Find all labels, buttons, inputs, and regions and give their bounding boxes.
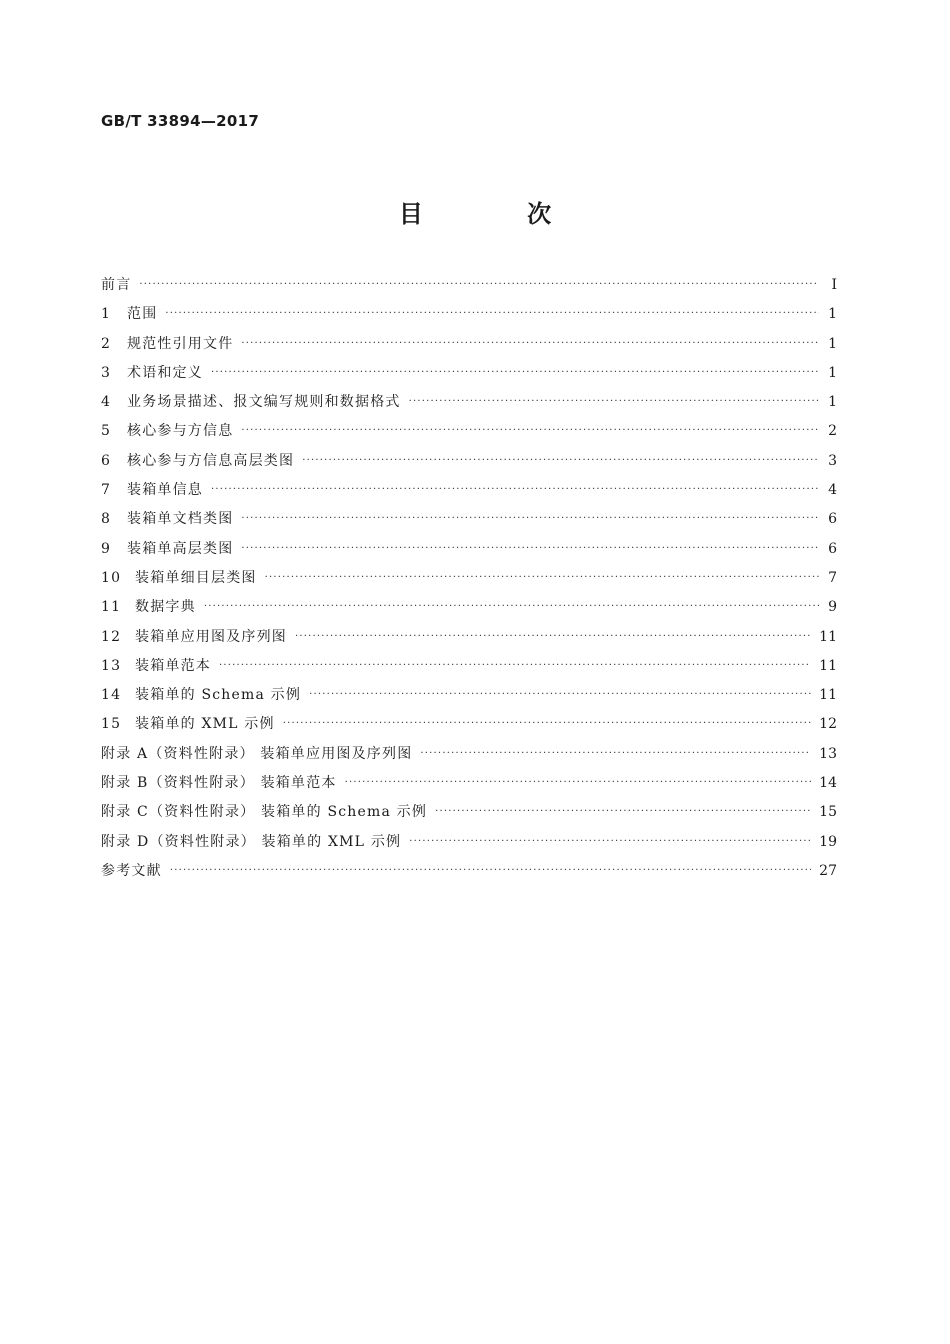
toc-number: 15 bbox=[101, 716, 122, 733]
toc-label: 核心参与方信息高层类图 bbox=[127, 452, 295, 469]
toc-page: 6 bbox=[828, 511, 837, 528]
toc-entry-8[interactable] bbox=[101, 508, 837, 537]
toc-label: 附录 D（资料性附录） 装箱单的 XML 示例 bbox=[101, 833, 402, 850]
toc-entry-6[interactable] bbox=[101, 450, 837, 479]
toc-page: 13 bbox=[819, 745, 837, 762]
toc-number: 13 bbox=[101, 657, 122, 674]
toc-page: 15 bbox=[819, 804, 837, 821]
toc-page: 9 bbox=[828, 599, 837, 616]
toc-page: 19 bbox=[819, 833, 837, 850]
toc-number: 1 bbox=[101, 306, 112, 323]
toc-label: 数据字典 bbox=[135, 599, 196, 616]
toc-page: 27 bbox=[819, 862, 837, 879]
toc-label: 附录 A（资料性附录） 装箱单应用图及序列图 bbox=[101, 745, 413, 762]
toc-label: 核心参与方信息 bbox=[127, 423, 234, 440]
standard-code: GB/T 33894—2017 bbox=[101, 112, 260, 130]
toc-page: 1 bbox=[828, 335, 837, 352]
toc-page: 1 bbox=[828, 394, 837, 411]
toc-number: 12 bbox=[101, 628, 122, 645]
toc-leader bbox=[283, 718, 811, 729]
toc-number: 11 bbox=[101, 599, 122, 616]
toc-label: 装箱单高层类图 bbox=[127, 540, 234, 557]
toc-number: 5 bbox=[101, 423, 112, 440]
toc-label: 装箱单细目层类图 bbox=[135, 569, 257, 586]
toc-entry-14[interactable] bbox=[101, 684, 837, 713]
toc-leader bbox=[295, 631, 811, 642]
toc-leader bbox=[219, 660, 811, 671]
toc-entry-12[interactable] bbox=[101, 626, 837, 655]
toc-entry-2[interactable] bbox=[101, 333, 837, 362]
toc-entry-5[interactable] bbox=[101, 420, 837, 449]
toc-page: 1 bbox=[828, 364, 837, 381]
toc-entry-preface[interactable] bbox=[101, 274, 837, 303]
toc-page: 4 bbox=[828, 482, 837, 499]
page-title: 目 次 bbox=[398, 200, 600, 228]
toc-label: 附录 B（资料性附录） 装箱单范本 bbox=[101, 775, 337, 792]
toc-leader bbox=[241, 425, 819, 436]
toc-label: 装箱单范本 bbox=[135, 657, 211, 674]
toc-leader bbox=[165, 308, 819, 319]
document-header bbox=[101, 112, 259, 130]
toc-entry-7[interactable] bbox=[101, 479, 837, 508]
toc-entry-appendix-d[interactable] bbox=[101, 831, 837, 860]
toc-entry-15[interactable] bbox=[101, 713, 837, 742]
toc-number: 8 bbox=[101, 511, 112, 528]
toc-entry-11[interactable] bbox=[101, 596, 837, 625]
toc-entry-1[interactable] bbox=[101, 303, 837, 332]
toc-page: 11 bbox=[819, 657, 837, 674]
toc-page: 3 bbox=[828, 452, 837, 469]
toc-entry-9[interactable] bbox=[101, 538, 837, 567]
toc-leader bbox=[241, 513, 819, 524]
toc-entry-appendix-a[interactable] bbox=[101, 743, 837, 772]
toc-leader bbox=[409, 396, 819, 407]
toc-label: 术语和定义 bbox=[127, 364, 203, 381]
toc-label: 前言 bbox=[101, 277, 132, 293]
toc-label: 规范性引用文件 bbox=[127, 335, 234, 352]
toc-number: 6 bbox=[101, 452, 112, 469]
toc-entry-references[interactable] bbox=[101, 860, 837, 889]
toc-page: 14 bbox=[819, 775, 837, 792]
toc-label: 装箱单应用图及序列图 bbox=[135, 628, 287, 645]
toc-page: 6 bbox=[828, 540, 837, 557]
table-of-contents bbox=[101, 274, 837, 889]
toc-label: 范围 bbox=[127, 306, 158, 323]
toc-entry-appendix-b[interactable] bbox=[101, 772, 837, 801]
toc-leader bbox=[435, 806, 811, 817]
toc-leader bbox=[420, 748, 811, 759]
toc-label: 装箱单的 Schema 示例 bbox=[135, 687, 302, 704]
toc-page: 1 bbox=[828, 306, 837, 323]
toc-label: 装箱单信息 bbox=[127, 482, 203, 499]
toc-number: 14 bbox=[101, 687, 122, 704]
toc-leader bbox=[302, 455, 819, 466]
toc-leader bbox=[211, 367, 819, 378]
toc-leader bbox=[265, 572, 819, 583]
toc-entry-13[interactable] bbox=[101, 655, 837, 684]
toc-number: 4 bbox=[101, 394, 112, 411]
toc-number: 3 bbox=[101, 364, 112, 381]
toc-entry-10[interactable] bbox=[101, 567, 837, 596]
toc-page: 7 bbox=[828, 569, 837, 586]
toc-page: 11 bbox=[819, 628, 837, 645]
toc-page: 11 bbox=[819, 687, 837, 704]
toc-page: Ⅰ bbox=[831, 277, 837, 293]
toc-leader bbox=[241, 543, 819, 554]
toc-label: 装箱单的 XML 示例 bbox=[135, 716, 275, 733]
toc-leader bbox=[309, 689, 811, 700]
toc-leader bbox=[241, 338, 819, 349]
toc-page: 2 bbox=[828, 423, 837, 440]
toc-label: 业务场景描述、报文编写规则和数据格式 bbox=[127, 394, 401, 411]
toc-leader bbox=[170, 865, 811, 876]
toc-label: 附录 C（资料性附录） 装箱单的 Schema 示例 bbox=[101, 804, 428, 821]
toc-number: 7 bbox=[101, 482, 112, 499]
toc-number: 9 bbox=[101, 540, 112, 557]
toc-leader bbox=[211, 484, 819, 495]
toc-leader bbox=[139, 279, 819, 290]
toc-number: 2 bbox=[101, 335, 112, 352]
toc-entry-appendix-c[interactable] bbox=[101, 801, 837, 830]
toc-leader bbox=[345, 777, 812, 788]
toc-number: 10 bbox=[101, 569, 122, 586]
toc-label: 装箱单文档类图 bbox=[127, 511, 234, 528]
toc-leader bbox=[204, 601, 819, 612]
toc-page: 12 bbox=[819, 716, 837, 733]
toc-label: 参考文献 bbox=[101, 862, 162, 879]
toc-entry-3[interactable] bbox=[101, 362, 837, 391]
toc-leader bbox=[409, 836, 811, 847]
toc-entry-4[interactable] bbox=[101, 391, 837, 420]
